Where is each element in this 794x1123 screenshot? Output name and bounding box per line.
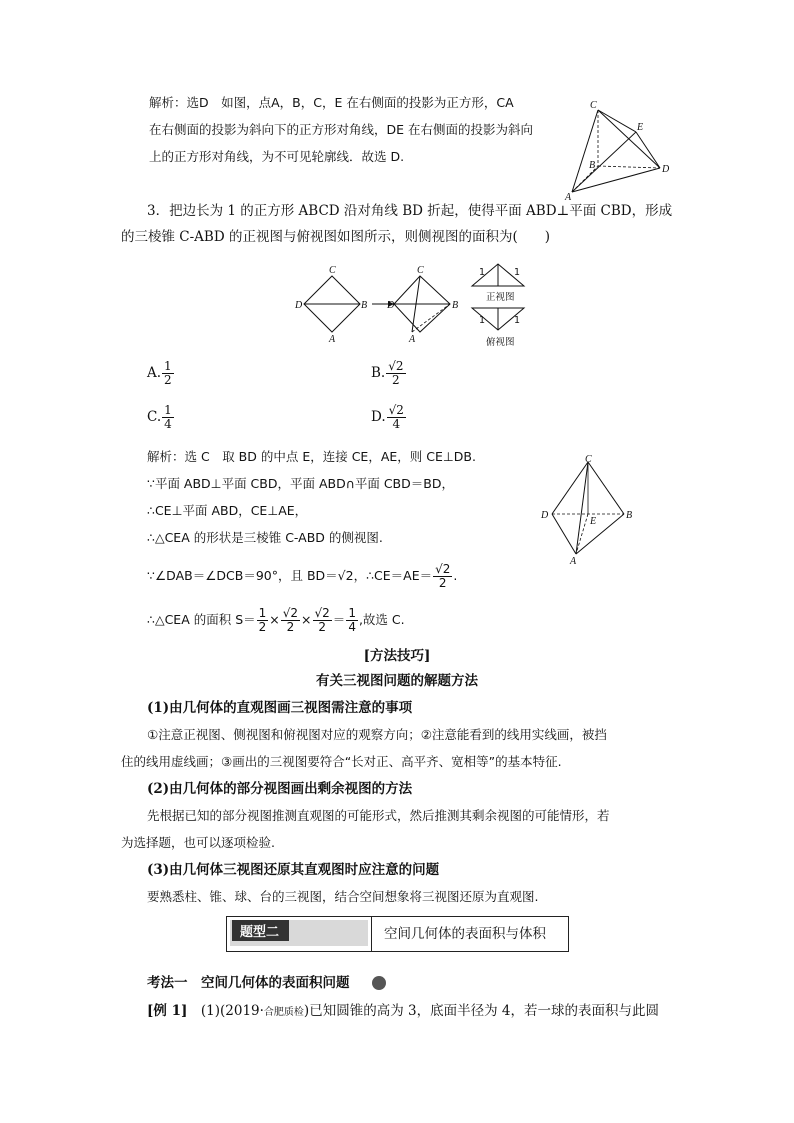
option-d[interactable] — [371, 404, 407, 431]
q3-square-label-d: D — [295, 300, 303, 311]
equals: ＝ — [332, 612, 346, 627]
sol3-label-b: B — [626, 510, 633, 521]
option-a-den: 2 — [164, 373, 172, 387]
q3-pyramid-label-b: B — [452, 300, 459, 311]
method-1-title: 考法一 空间几何体的表面积问题 — [147, 975, 350, 991]
q3-square-label-c: C — [329, 265, 336, 276]
method-1-dot-icon — [372, 976, 386, 990]
prev-label-e: E — [637, 122, 644, 133]
question-3-line-1: 3．把边长为 1 的正方形 ABCD 沿对角线 BD 折起，使得平面 ABD⊥平面 CBD，形成 — [147, 203, 673, 219]
method-p2-title: (2)由几何体的部分视图画出剩余视图的方法 — [147, 781, 413, 797]
method-p1-line-1: ①注意正视图、侧视图和俯视图对应的观察方向；②注意能看到的线用实线画，被挡 — [147, 727, 607, 742]
solution-3-line-5-text: ∵∠DAB＝∠DCB＝90°，且 BD＝√2，∴CE＝AE＝ — [147, 568, 433, 583]
solution-3-line-5-num: √2 — [435, 562, 451, 576]
f3-num: √2 — [314, 606, 330, 620]
option-c-den: 4 — [164, 417, 172, 431]
method-heading: [方法技巧] — [363, 648, 431, 664]
option-a[interactable] — [147, 360, 175, 387]
example-1-label: [例 1] — [147, 1003, 188, 1019]
method-p1-title: (1)由几何体的直观图画三视图需注意的事项 — [147, 700, 413, 716]
option-b-num: √2 — [388, 359, 404, 373]
section-tag: 题型二 — [232, 920, 289, 941]
example-1-line — [147, 1001, 659, 1023]
method-p1-line-2: 住的线用虚线画；③画出的三视图要符合“长对正、高平齐、宽相等”的基本特征. — [121, 754, 562, 769]
solution-3-line-5-den: 2 — [438, 576, 447, 590]
front-view-label-left: 1 — [479, 267, 486, 278]
solution-3-line-1: 解析：选 C 取 BD 的中点 E，连接 CE，AE，则 CE⊥DB. — [147, 449, 476, 464]
option-b-den: 2 — [392, 373, 400, 387]
f4-num: 1 — [348, 606, 356, 620]
question-3-figure — [292, 262, 532, 354]
prev-solution-figure — [562, 96, 680, 204]
option-d-num: √2 — [388, 403, 404, 417]
question-3-line-2: 的三棱锥 C-ABD 的正视图与俯视图如图所示，则侧视图的面积为( ) — [121, 229, 550, 245]
solution-3-line-6 — [147, 607, 405, 634]
option-d-den: 4 — [392, 417, 401, 431]
prev-label-c: C — [590, 100, 597, 111]
method-subheading: 有关三视图问题的解题方法 — [316, 673, 478, 689]
section-title: 空间几何体的表面积与体积 — [384, 926, 546, 942]
q3-pyramid-label-a: A — [409, 334, 416, 345]
example-1-source: 合肥质检 — [263, 1007, 304, 1018]
method-p2-line-1: 先根据已知的部分视图推测直观图的可能形式，然后推测其剩余视图的可能情形，若 — [147, 808, 610, 823]
solution-3-line-6-end: ,故选 C. — [358, 612, 405, 627]
top-view-label-left: 1 — [479, 315, 486, 326]
solution-3-line-5-end: . — [453, 568, 458, 583]
times-2: × — [301, 612, 312, 627]
sol3-label-a: A — [570, 556, 577, 566]
top-view-caption: 俯视图 — [486, 337, 515, 348]
prev-label-d: D — [662, 164, 670, 175]
front-view-label-right: 1 — [514, 267, 521, 278]
f4-den: 4 — [348, 620, 356, 634]
sol3-label-c: C — [585, 454, 592, 465]
solution-3-line-2: ∵平面 ABD⊥平面 CBD，平面 ABD∩平面 CBD＝BD， — [147, 476, 454, 491]
sol3-label-d: D — [541, 510, 549, 521]
f2-num: √2 — [282, 606, 299, 620]
q3-pyramid-label-d: D — [387, 300, 395, 311]
option-c-letter: C. — [147, 409, 162, 425]
solution-3-figure — [536, 454, 640, 566]
method-p3-title: (3)由几何体三视图还原其直观图时应注意的问题 — [147, 862, 440, 878]
solution-3-line-4: ∴△CEA 的形状是三棱锥 C-ABD 的侧视图. — [147, 530, 383, 545]
solution-3-line-5 — [147, 563, 457, 590]
example-1-text-b: )已知圆锥的高为 3，底面半径为 4，若一球的表面积与此圆 — [303, 1003, 659, 1019]
prev-label-a: A — [565, 192, 572, 203]
prev-label-b: B — [589, 160, 596, 171]
option-a-num: 1 — [164, 359, 172, 373]
option-c-num: 1 — [164, 403, 172, 417]
prev-solution-line-3: 上的正方形对角线，为不可见轮廓线．故选 D. — [149, 149, 405, 164]
solution-3-line-6-text: ∴△CEA 的面积 S＝ — [147, 612, 256, 627]
q3-square-label-a: A — [329, 334, 336, 345]
sol3-label-e: E — [590, 516, 597, 527]
front-view-caption: 正视图 — [486, 292, 515, 303]
f3-den: 2 — [318, 620, 326, 634]
option-a-letter: A. — [147, 365, 162, 381]
option-b-letter: B. — [371, 365, 386, 381]
method-p2-line-2: 为选择题，也可以逐项检验. — [121, 835, 275, 850]
times-1: × — [269, 612, 280, 627]
f2-den: 2 — [286, 620, 295, 634]
f1-num: 1 — [258, 606, 267, 620]
option-b[interactable] — [371, 360, 407, 387]
method-p3-line-1: 要熟悉柱、锥、球、台的三视图，结合空间想象将三视图还原为直观图. — [147, 889, 539, 904]
q3-pyramid-label-c: C — [417, 265, 424, 276]
prev-solution-line-2: 在右侧面的投影为斜向下的正方形对角线，DE 在右侧面的投影为斜向 — [149, 122, 533, 137]
q3-square-label-b: B — [361, 300, 368, 311]
option-d-letter: D. — [371, 409, 386, 425]
prev-solution-line-1: 解析：选D 如图，点A，B，C，E 在右侧面的投影为正方形，CA — [149, 95, 514, 110]
example-1-text-a: (1)(2019· — [200, 1003, 264, 1019]
top-view-label-right: 1 — [514, 315, 521, 326]
f1-den: 2 — [258, 620, 267, 634]
option-c[interactable] — [147, 404, 175, 431]
solution-3-line-3: ∴CE⊥平面 ABD，CE⊥AE， — [147, 503, 308, 518]
